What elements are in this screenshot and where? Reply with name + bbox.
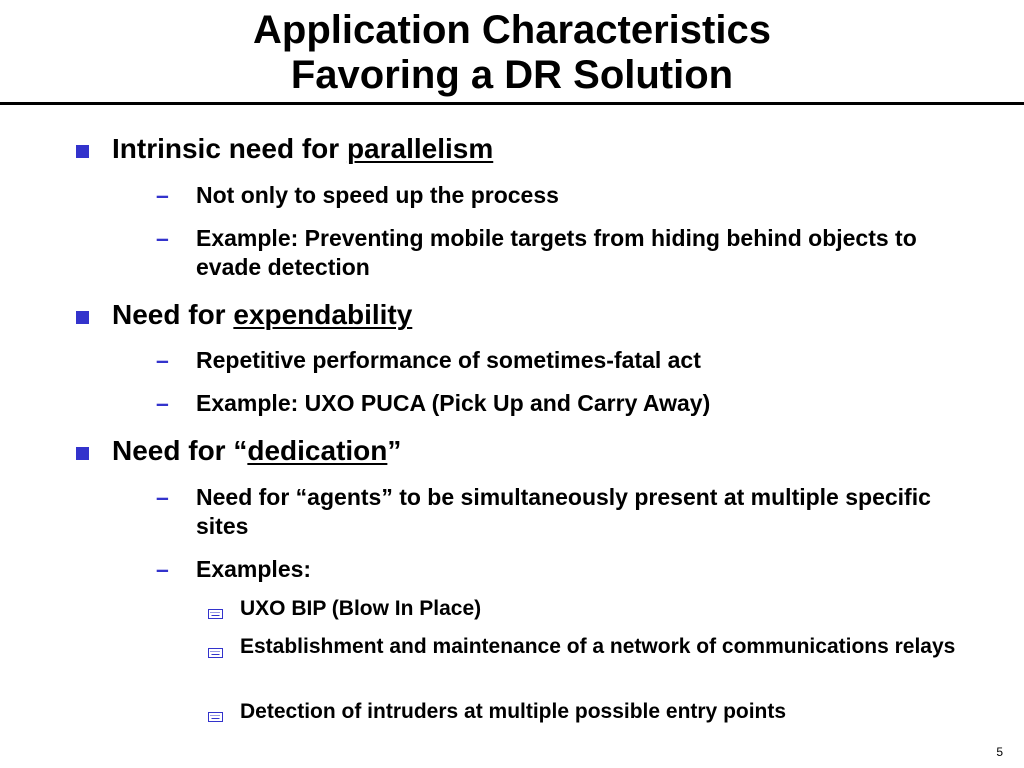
sub-bullet: Need for “agents” to be simultaneously present at multiple specific sites xyxy=(196,484,931,539)
example-item: Detection of intruders at multiple possible entry points xyxy=(240,700,787,723)
bullet-prefix: Need for “ xyxy=(112,435,248,466)
slide-number: 5 xyxy=(996,745,1003,759)
square-bullet-icon xyxy=(76,145,89,158)
bullet-keyword: parallelism xyxy=(346,133,494,164)
bullet-suffix: ” xyxy=(387,435,402,466)
dash-bullet-icon: – xyxy=(156,390,169,416)
dash-bullet-icon: – xyxy=(156,484,169,510)
bullet-dedication xyxy=(112,435,401,467)
bullet-keyword: dedication xyxy=(247,435,388,466)
bullet-expendability xyxy=(112,299,412,331)
bullet-prefix: Intrinsic need for xyxy=(112,133,347,164)
sub-bullet: Examples: xyxy=(196,556,312,582)
square-bullet-icon xyxy=(76,447,89,460)
sub-bullet: Example: UXO PUCA (Pick Up and Carry Away) xyxy=(196,390,711,416)
slide-title-line-2: Favoring a DR Solution xyxy=(290,53,734,97)
sub-bullet: Not only to speed up the process xyxy=(196,182,559,208)
dash-bullet-icon: – xyxy=(156,225,169,251)
keyboard-bullet-icon xyxy=(208,609,223,619)
dash-bullet-icon: – xyxy=(156,182,169,208)
example-item: UXO BIP (Blow In Place) xyxy=(240,597,482,620)
dash-bullet-icon: – xyxy=(156,556,169,582)
bullet-keyword: expendability xyxy=(233,299,413,330)
dash-bullet-icon: – xyxy=(156,347,169,373)
square-bullet-icon xyxy=(76,311,89,324)
sub-bullet: Example: Preventing mobile targets from hiding behind objects to evade detection xyxy=(196,225,917,280)
bullet-prefix: Need for xyxy=(112,299,234,330)
example-item: Establishment and maintenance of a network of communications relays xyxy=(240,635,956,658)
bullet-parallelism xyxy=(112,133,493,165)
keyboard-bullet-icon xyxy=(208,648,223,658)
slide-title-line-1: Application Characteristics xyxy=(253,8,771,52)
sub-bullet: Repetitive performance of sometimes-fatal act xyxy=(196,347,701,373)
keyboard-bullet-icon xyxy=(208,712,223,722)
